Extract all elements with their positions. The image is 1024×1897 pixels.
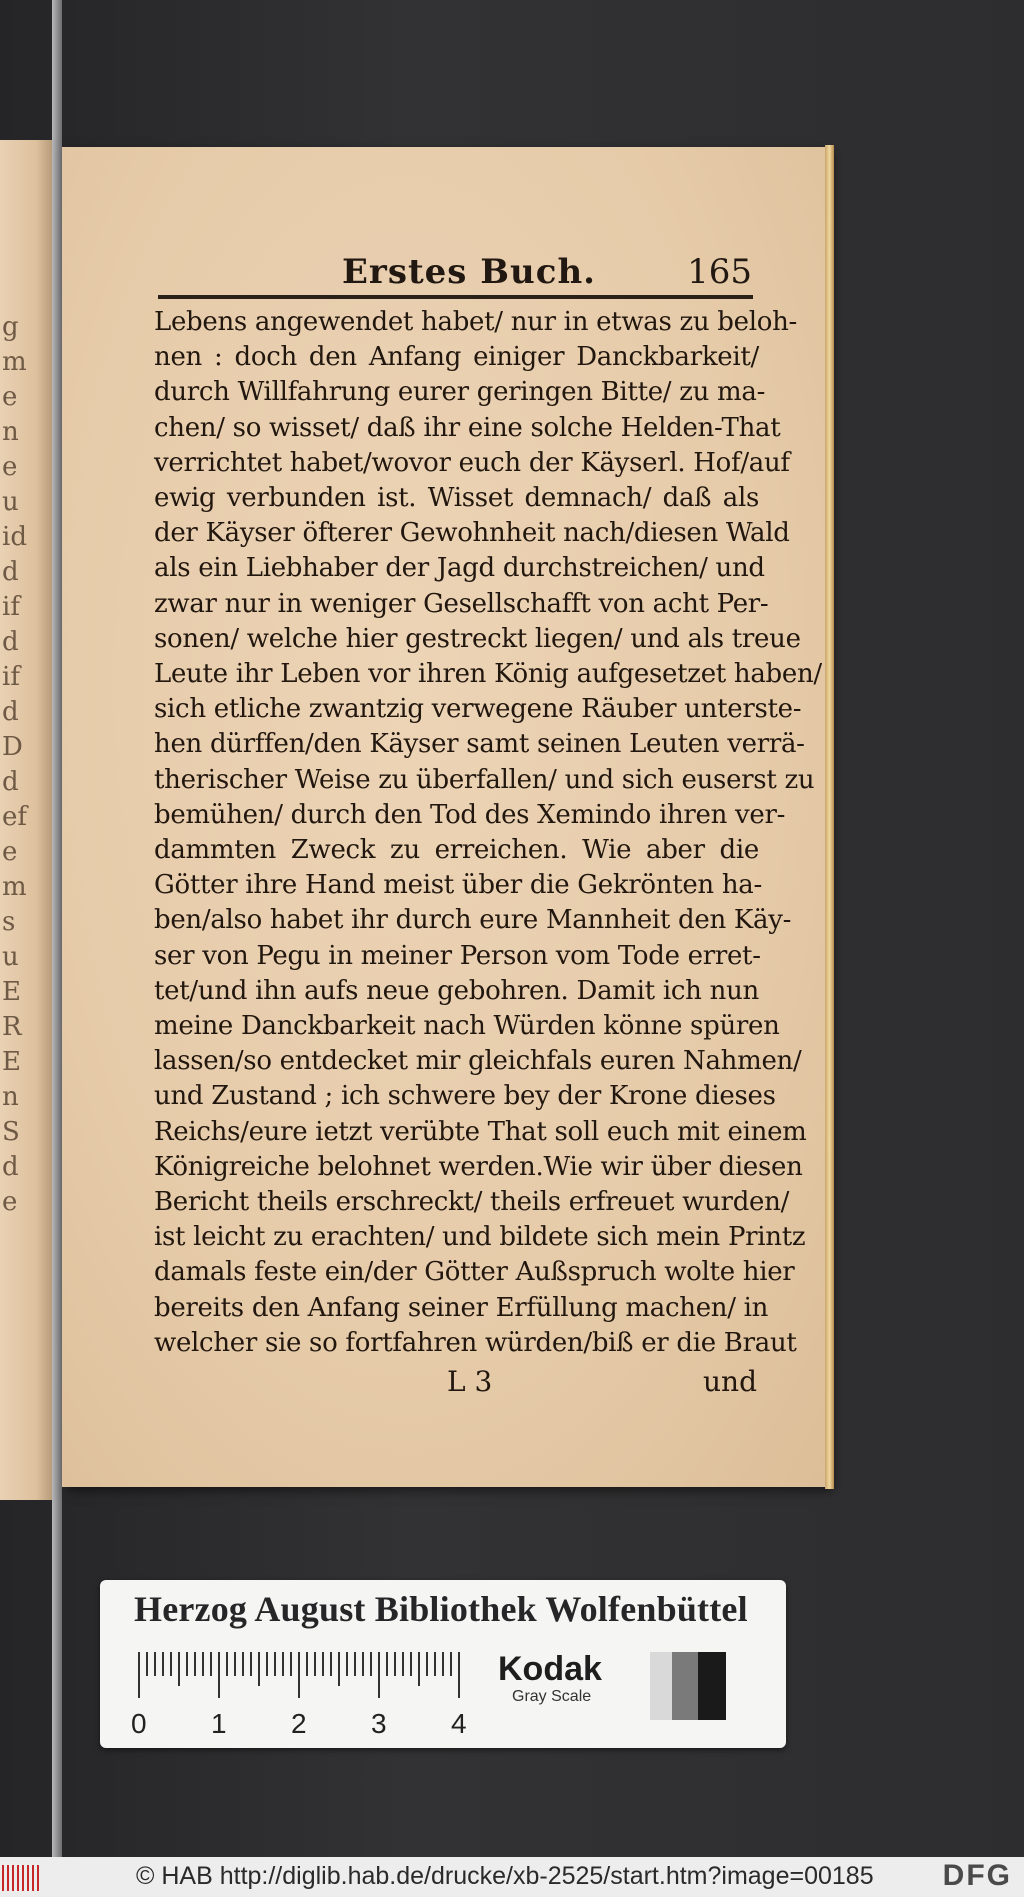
hab-barcode-icon (2, 1865, 42, 1891)
ruler-tick (338, 1652, 340, 1686)
text-line: als ein Liebhaber der Jagd durchstreichen/ und (154, 553, 765, 584)
text-line: tet/und ihn aufs neue gebohren. Damit ich nun (154, 975, 759, 1006)
ruler-tick (298, 1652, 300, 1698)
ruler-tick (234, 1652, 236, 1676)
text-line: zwar nur in weniger Gesellschafft von acht Per- (154, 588, 769, 619)
ruler-tick (362, 1652, 364, 1676)
ruler-tick (290, 1652, 292, 1676)
ruler-tick (450, 1652, 452, 1676)
ruler-tick (178, 1652, 180, 1686)
ruler-number: 1 (211, 1708, 227, 1739)
ruler-tick (418, 1652, 420, 1686)
ruler-number: 0 (131, 1708, 147, 1739)
text-line: ser von Pegu in meiner Person vom Tode erret- (154, 940, 761, 971)
ruler-tick (154, 1652, 156, 1676)
text-line: lassen/so entdecket mir gleichfals euren Nahmen/ (154, 1046, 802, 1077)
text-line: Königreiche belohnet werden.Wie wir über diesen (154, 1151, 803, 1182)
gray-patch-light (650, 1652, 672, 1720)
ruler-number: 2 (291, 1708, 307, 1739)
text-line: ben/also habet ihr durch eure Mannheit den Käy- (154, 905, 792, 936)
prev-page-fragment: E (2, 1047, 21, 1077)
text-line: Bericht theils erschreckt/ theils erfreuet wurden/ (154, 1187, 790, 1218)
previous-page-edge (0, 140, 52, 1500)
color-calibration-card (100, 1580, 786, 1748)
ruler-tick (330, 1652, 332, 1676)
ruler-tick (250, 1652, 252, 1676)
text-line: durch Willfahrung eurer geringen Bitte/ zu ma- (154, 377, 766, 408)
text-line: chen/ so wisset/ daß ihr eine solche Helden-That (154, 412, 781, 443)
ruler-tick (378, 1652, 380, 1698)
text-line: Leute ihr Leben vor ihren König aufgesetzet haben/ (154, 659, 822, 690)
text-line: Götter ihre Hand meist über die Gekrönten ha- (154, 870, 762, 901)
prev-page-fragment: if (2, 662, 20, 692)
ruler-tick (386, 1652, 388, 1676)
text-line: und Zustand ; ich schwere bey der Krone dieses (154, 1081, 776, 1112)
gray-patches (650, 1652, 760, 1720)
dfg-logo: DFG (942, 1859, 1012, 1892)
text-line: bereits den Anfang seiner Erfüllung machen/ in (154, 1292, 769, 1323)
copyright-link[interactable]: © HAB http://diglib.hab.de/drucke/xb-2525/start.htm?image=00185 (136, 1862, 874, 1890)
running-head: Erstes Buch. (342, 252, 597, 292)
text-line: dammten Zweck zu erreichen. Wie aber die (154, 835, 759, 866)
text-line: bemühen/ durch den Tod des Xemindo ihren ver- (154, 799, 786, 830)
prev-page-fragment: n (2, 417, 19, 447)
ruler-tick (394, 1652, 396, 1676)
ruler-tick (314, 1652, 316, 1676)
prev-page-fragment: e (2, 1187, 18, 1217)
ruler-tick (210, 1652, 212, 1676)
prev-page-fragment: d (2, 627, 19, 657)
ruler-tick (226, 1652, 228, 1676)
prev-page-fragment: d (2, 557, 19, 587)
prev-page-fragment: D (2, 732, 23, 762)
ruler-tick (282, 1652, 284, 1676)
text-line: ewig verbunden ist. Wisset demnach/ daß als (154, 483, 759, 514)
ruler-tick (170, 1652, 172, 1676)
text-line: damals feste ein/der Götter Außspruch wolte hier (154, 1257, 795, 1288)
ruler-tick (306, 1652, 308, 1676)
ruler-tick (442, 1652, 444, 1676)
prev-page-fragment: d (2, 767, 19, 797)
text-line: Lebens angewendet habet/ nur in etwas zu beloh- (154, 307, 798, 337)
ruler-tick (266, 1652, 268, 1676)
library-name: Herzog August Bibliothek Wolfenbüttel (134, 1589, 748, 1629)
prev-page-fragment: s (2, 907, 16, 937)
prev-page-fragment: u (2, 487, 19, 517)
page-footer (157, 1365, 757, 1405)
prev-page-fragment: S (2, 1117, 20, 1147)
text-line: der Käyser öfterer Gewohnheit nach/diesen Wald (154, 518, 790, 549)
body-text (154, 305, 822, 1361)
kodak-logo: Kodak (498, 1650, 602, 1688)
prev-page-fragment: m (2, 872, 27, 902)
text-line: welcher sie so fortfahren würden/biß er die Braut (154, 1327, 797, 1358)
book-gutter (52, 0, 62, 1857)
prev-page-fragment: d (2, 697, 19, 727)
ruler-tick (354, 1652, 356, 1676)
text-line: meine Danckbarkeit nach Würden könne spüren (154, 1011, 780, 1042)
text-line: ist leicht zu erachten/ und bildete sich mein Printz (154, 1222, 806, 1253)
text-line: sich etliche zwantzig verwegene Räuber unterste- (154, 694, 802, 725)
prev-page-fragment: ef (2, 802, 28, 832)
page-number: 165 (687, 252, 752, 292)
text-line: nen : doch den Anfang einiger Danckbarkeit/ (154, 342, 759, 373)
text-line: hen dürffen/den Käyser samt seinen Leuten verrä- (154, 729, 805, 760)
prev-page-fragment: R (2, 1012, 22, 1042)
ruler-tick (162, 1652, 164, 1676)
prev-page-fragment: E (2, 977, 21, 1007)
text-line: therischer Weise zu überfallen/ und sich euserst zu (154, 764, 815, 795)
gray-patch-mid (672, 1652, 698, 1720)
ruler-scale (131, 1652, 478, 1742)
ruler-tick (274, 1652, 276, 1676)
prev-page-fragment: m (2, 347, 27, 377)
ruler-tick (218, 1652, 220, 1698)
prev-page-fragment: e (2, 837, 18, 867)
previous-page-text (2, 310, 48, 1220)
gray-patch-dark (698, 1652, 726, 1720)
ruler-tick (346, 1652, 348, 1676)
ruler-number: 4 (451, 1708, 467, 1739)
prev-page-fragment: u (2, 942, 19, 972)
ruler-tick (458, 1652, 460, 1698)
prev-page-fragment: e (2, 382, 18, 412)
header-rule (158, 295, 753, 299)
prev-page-fragment: g (2, 312, 19, 342)
text-line: sonen/ welche hier gestreckt liegen/ und als treue (154, 623, 801, 654)
ruler-tick (194, 1652, 196, 1676)
ruler-tick (138, 1652, 140, 1698)
prev-page-fragment: if (2, 592, 20, 622)
ruler-tick (410, 1652, 412, 1676)
ruler-tick (202, 1652, 204, 1676)
signature-mark: L 3 (447, 1365, 493, 1398)
page-fore-edge (825, 145, 834, 1489)
ruler-number: 3 (371, 1708, 387, 1739)
ruler-tick (186, 1652, 188, 1676)
ruler-tick (242, 1652, 244, 1676)
gray-scale-label: Gray Scale (512, 1688, 592, 1705)
prev-page-fragment: id (2, 522, 27, 552)
text-line: verrichtet habet/wovor euch der Käyserl. Hof/auf (154, 447, 790, 478)
ruler-tick (322, 1652, 324, 1676)
ruler-tick (402, 1652, 404, 1676)
catchword: und (703, 1365, 757, 1398)
ruler-tick (426, 1652, 428, 1676)
ruler-tick (258, 1652, 260, 1686)
prev-page-fragment: n (2, 1082, 19, 1112)
prev-page-fragment: d (2, 1152, 19, 1182)
ruler-tick (146, 1652, 148, 1676)
book-page (62, 147, 827, 1487)
prev-page-fragment: e (2, 452, 18, 482)
ruler-tick (434, 1652, 436, 1676)
text-line: Reichs/eure ietzt verübte That soll euch mit einem (154, 1116, 807, 1147)
ruler-tick (370, 1652, 372, 1676)
viewer-footer-bar (0, 1857, 1024, 1897)
